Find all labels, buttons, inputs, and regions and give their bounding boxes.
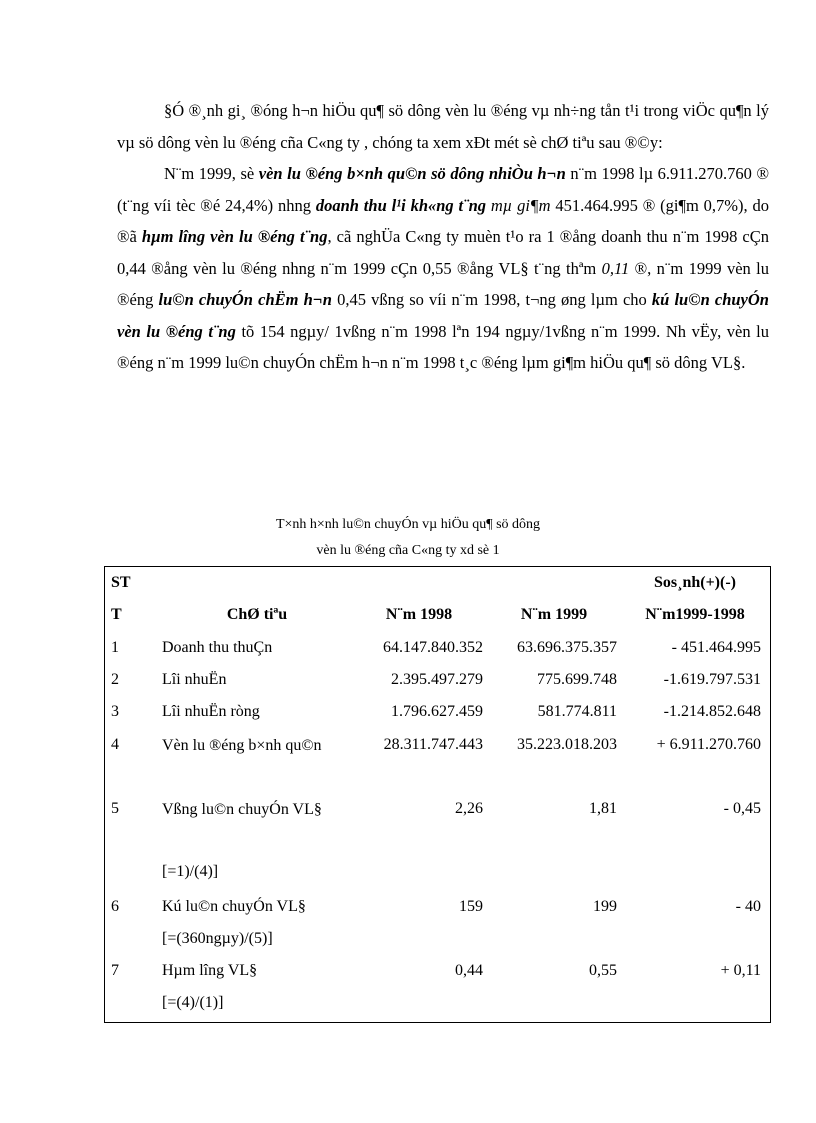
body-text [117, 95, 769, 379]
row-4-value-1998: 28.311.747.443 [383, 736, 483, 753]
row-6-label: Kú lu©n chuyÓn VL§ [162, 898, 306, 915]
table-caption-line-1: T×nh h×nh lu©n chuyÓn vµ hiÖu qu¶ sö dông [275, 517, 541, 532]
row-6-value-1999: 199 [593, 898, 617, 915]
row-6-value-1998: 159 [459, 898, 483, 915]
row-1-difference: - 451.464.995 [671, 639, 761, 656]
row-7-formula: [=(4)/(1)] [162, 994, 224, 1011]
row-6-difference: - 40 [735, 898, 761, 915]
row-5-label: Vßng lu©n chuyÓn VL§ [162, 801, 322, 818]
row-2-value-1999: 775.699.748 [537, 671, 617, 688]
row-1-label: Doanh thu thuÇn [162, 639, 273, 656]
header-stt-top: ST [111, 574, 131, 591]
row-5-formula: [=1)/(4)] [162, 863, 219, 880]
row-5-value-1999: 1,81 [589, 800, 617, 817]
text-run: ®, n¨m 1999 vèn lu ®éng [117, 258, 770, 309]
emphasis-text: kú lu©n chuyÓn vèn lu ®éng t¨ng [117, 290, 769, 341]
text-run: N¨m 1999, sè [164, 164, 259, 183]
header-indicator: ChØ tiªu [226, 606, 288, 623]
text-run: , cã nghÜa C«ng ty muèn t¹o ra 1 ®ång doanh thu n¨m 1998 cÇn 0,44 ®ång vèn lu ®éng nhng n¨m 1999 cÇn 0,55 ®ång VL§ t¨ng thªm [117, 227, 769, 278]
row-3-label: Lîi nhuËn ròng [162, 703, 260, 720]
header-year-1999: N¨m 1999 [520, 606, 588, 623]
row-4-value-1999: 35.223.018.203 [517, 736, 617, 753]
row-6-number: 6 [111, 898, 119, 915]
row-5-difference: - 0,45 [723, 800, 761, 817]
emphasis-text: vèn lu ®éng b×nh qu©n sö dông nhiÒu h¬n [258, 164, 566, 183]
row-2-difference: -1.619.797.531 [663, 671, 761, 688]
row-2-label: Lîi nhuËn [162, 671, 227, 688]
paragraph-analysis [117, 158, 769, 379]
emphasis-text: hµm lîng vèn lu ®éng t¨ng [141, 227, 328, 246]
row-4-number: 4 [111, 736, 119, 753]
row-4-difference: + 6.911.270.760 [656, 736, 761, 753]
row-7-difference: + 0,11 [720, 962, 761, 979]
text-run: n¨m 1998 lµ 6.911.270.760 ® (t¨ng víi tèc ®é 24,4%) nhng [117, 164, 770, 215]
row-5-value-1998: 2,26 [455, 800, 483, 817]
row-7-value-1999: 0,55 [589, 962, 617, 979]
paragraph-intro: §Ó ®¸nh gi¸ ®óng h¬n hiÖu qu¶ sö dông vèn lu ®éng vµ nh÷ng tån t¹i trong viÖc qu¶n lý vµ sö dông vèn lu ®éng cña C«ng ty , chóng ta xem xÐt mét sè chØ tiªu sau ®©y: [117, 101, 769, 152]
header-compare-top: Sos¸nh(+)(-) [653, 574, 736, 591]
table-caption-line-2: vèn lu ®éng cña C«ng ty xd sè 1 [316, 543, 500, 558]
row-3-value-1998: 1.796.627.459 [391, 703, 483, 720]
italic-text: 0,11 [601, 258, 630, 278]
row-7-number: 7 [111, 962, 119, 979]
row-2-number: 2 [111, 671, 119, 688]
row-1-value-1999: 63.696.375.357 [517, 639, 617, 656]
row-4-label: Vèn lu ®éng b×nh qu©n [162, 737, 322, 754]
row-1-value-1998: 64.147.840.352 [383, 639, 483, 656]
row-3-difference: -1.214.852.648 [663, 703, 761, 720]
text-run: tõ 154 ngµy/ 1vßng n¨m 1998 lªn 194 ngµy/1vßng n¨m 1999. Nh vËy, vèn lu ®éng n¨m 1999 lu©n chuyÓn chËm h¬n n¨m 1998 t¸c ®éng lµm gi¶m hiÖu qu¶ sö dông VL§. [117, 321, 769, 372]
text-run: 451.464.995 ® (gi¶m 0,7%), do ®ã [117, 195, 770, 246]
row-1-number: 1 [111, 639, 119, 656]
italic-text: mµ gi¶m [490, 195, 551, 215]
text-run: 0,45 vßng so víi n¨m 1998, t¬ng øng lµm cho [331, 290, 652, 309]
row-3-value-1999: 581.774.811 [537, 703, 617, 720]
emphasis-text: doanh thu l¹i kh«ng t¨ng [315, 195, 487, 215]
row-6-formula: [=(360ngµy)/(5)] [162, 930, 273, 947]
row-3-number: 3 [111, 703, 119, 720]
row-5-number: 5 [111, 800, 119, 817]
header-year-1998: N¨m 1998 [385, 606, 453, 623]
header-compare-bottom: N¨m1999-1998 [645, 606, 745, 623]
row-7-label: Hµm lîng VL§ [162, 962, 258, 979]
data-table [104, 566, 771, 1023]
header-stt-bottom: T [111, 606, 122, 623]
row-7-value-1998: 0,44 [455, 962, 483, 979]
emphasis-text: lu©n chuyÓn chËm h¬n [158, 290, 332, 309]
row-2-value-1998: 2.395.497.279 [391, 671, 483, 688]
